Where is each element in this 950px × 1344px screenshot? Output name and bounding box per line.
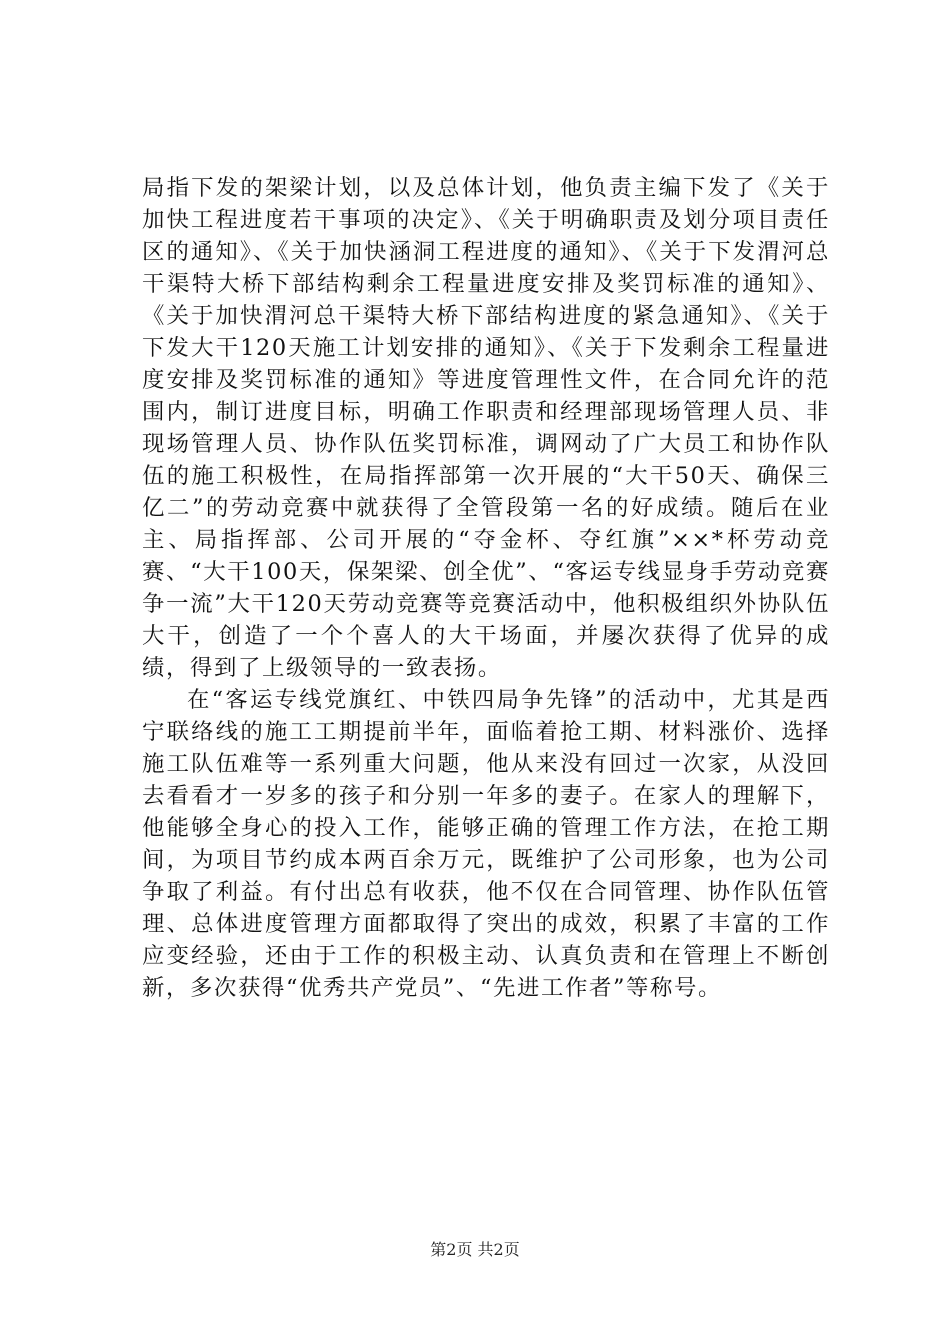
paragraph-2: 在“客运专线党旗红、中铁四局争先锋”的活动中，尤其是西宁联络线的施工工期提前半年，面临着抢工期、材料涨价、选择施工队伍难等一系列重大问题，他从来没有回过一次家，从没回去看看才一岁多的孩子和分别一年多的妻子。在家人的理解下，他能够全身心的投入工作，能够正确的管理工作方法，在抢工期间，为项目节约成本两百余万元，既维护了公司形象，也为公司争取了利益。有付出总有收获，他不仅在合同管理、协作队伍管理、总体进度管理方面都取得了突出的成效，积累了丰富的工作应变经验，还由于工作的积极主动、认真负责和在管理上不断创新，多次获得“优秀共产党员”、“先进工作者”等称号。 <box>142 687 830 1001</box>
page-footer: 第2页 共2页 <box>430 1240 520 1259</box>
document-body <box>142 172 830 1004</box>
paragraph-1: 局指下发的架梁计划，以及总体计划，他负责主编下发了《关于加快工程进度若干事项的决定》、《关于明确职责及划分项目责任区的通知》、《关于加快涵洞工程进度的通知》、《关于下发渭河总干渠特大桥下部结构剩余工程量进度安排及奖罚标准的通知》、《关于加快渭河总干渠特大桥下部结构进度的紧急通知》、《关于下发大干120天施工计划安排的通知》、《关于下发剩余工程量进度安排及奖罚标准的通知》等进度管理性文件，在合同允许的范围内，制订进度目标，明确工作职责和经理部现场管理人员、非现场管理人员、协作队伍奖罚标准，调网动了广大员工和协作队伍的施工积极性，在局指挥部第一次开展的“大干50天、确保三亿二”的劳动竞赛中就获得了全管段第一名的好成绩。随后在业主、局指挥部、公司开展的“夺金杯、夺红旗”××*杯劳动竞赛、“大干100天，保架梁、创全优”、“客运专线显身手劳动竞赛争一流”大干120天劳动竞赛等竞赛活动中，他积极组织外协队伍大干，创造了一个个喜人的大干场面，并屡次获得了优异的成绩，得到了上级领导的一致表扬。 <box>142 175 830 681</box>
